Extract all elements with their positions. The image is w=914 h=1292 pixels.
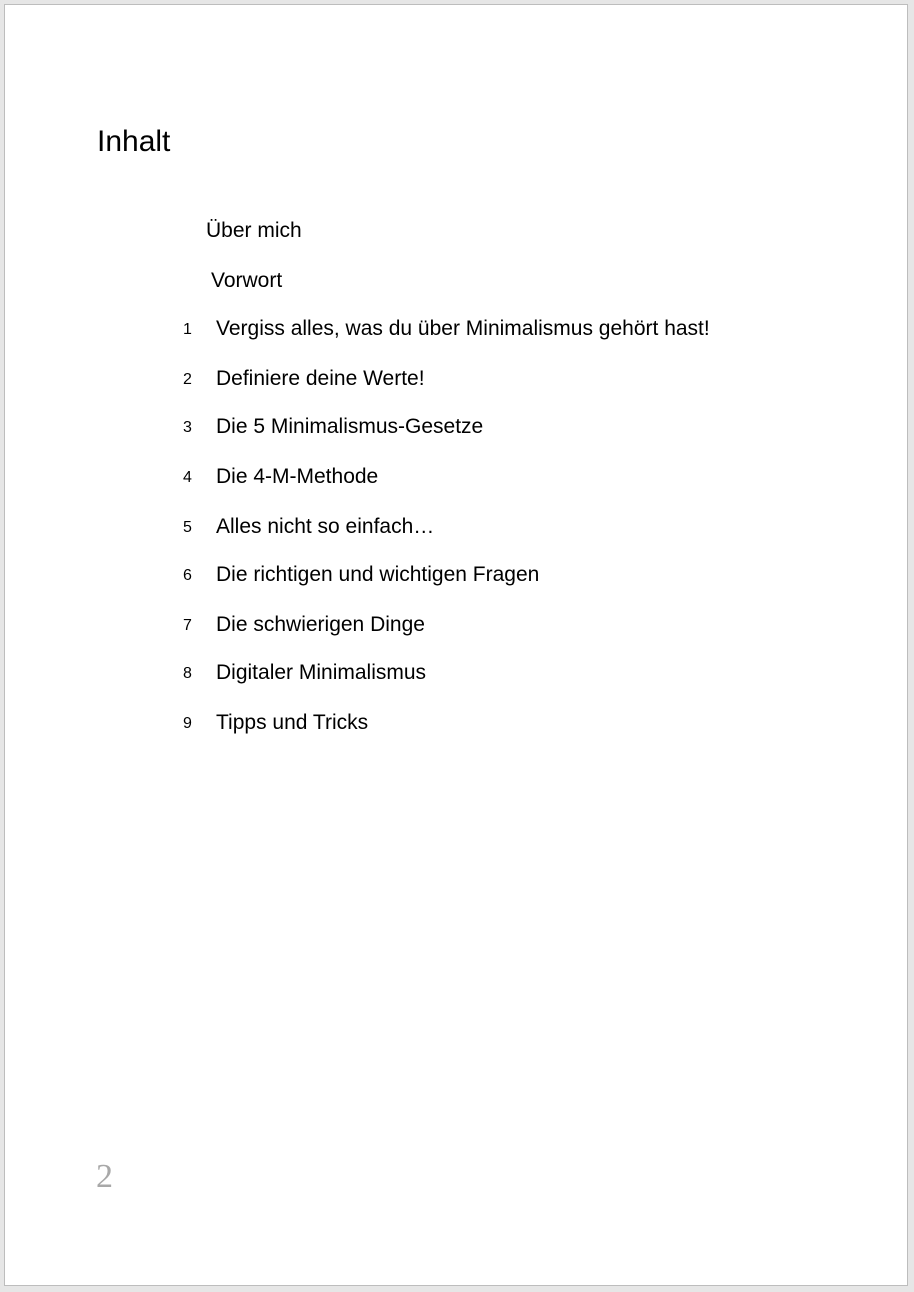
toc-entry-chapter-7[interactable] (5, 609, 909, 639)
toc-entry-title: Die 4-M-Methode (216, 465, 379, 488)
toc-entry-number: 5 (183, 519, 192, 536)
toc-entry-title: Die schwierigen Dinge (216, 613, 425, 636)
toc-entry-chapter-4[interactable] (5, 461, 909, 491)
toc-entry-chapter-8[interactable] (5, 657, 909, 687)
toc-entry-title: Über mich (206, 219, 302, 242)
toc-entry-chapter-2[interactable] (5, 363, 909, 393)
toc-entry-title: Alles nicht so einfach… (216, 515, 435, 538)
toc-entry-foreword[interactable] (5, 265, 909, 295)
page-number: 2 (96, 1158, 113, 1195)
toc-entry-number: 4 (183, 469, 192, 486)
toc-entry-title: Digitaler Minimalismus (216, 661, 427, 684)
toc-entry-title: Die richtigen und wichtigen Fragen (216, 563, 540, 586)
toc-entry-chapter-9[interactable] (5, 707, 909, 737)
document-page (4, 4, 908, 1286)
toc-entry-number: 6 (183, 567, 192, 584)
toc-entry-number: 9 (183, 715, 192, 732)
toc-entry-title: Vorwort (211, 269, 283, 292)
toc-entry-title: Tipps und Tricks (216, 711, 369, 734)
toc-entry-title: Die 5 Minimalismus-Gesetze (216, 415, 484, 438)
toc-entry-number: 7 (183, 617, 192, 634)
toc-entry-chapter-1[interactable] (5, 313, 909, 343)
toc-entry-number: 8 (183, 665, 192, 682)
toc-entry-number: 3 (183, 419, 192, 436)
toc-entry-title: Vergiss alles, was du über Minimalismus gehört hast! (216, 317, 710, 340)
toc-entry-title: Definiere deine Werte! (216, 367, 425, 390)
toc-heading: Inhalt (97, 125, 171, 158)
toc-entry-chapter-3[interactable] (5, 411, 909, 441)
toc-entry-about-me[interactable] (5, 215, 909, 245)
toc-entry-number: 2 (183, 371, 192, 388)
toc-entry-number: 1 (183, 321, 192, 338)
toc-entry-chapter-5[interactable] (5, 511, 909, 541)
toc-entry-chapter-6[interactable] (5, 559, 909, 589)
